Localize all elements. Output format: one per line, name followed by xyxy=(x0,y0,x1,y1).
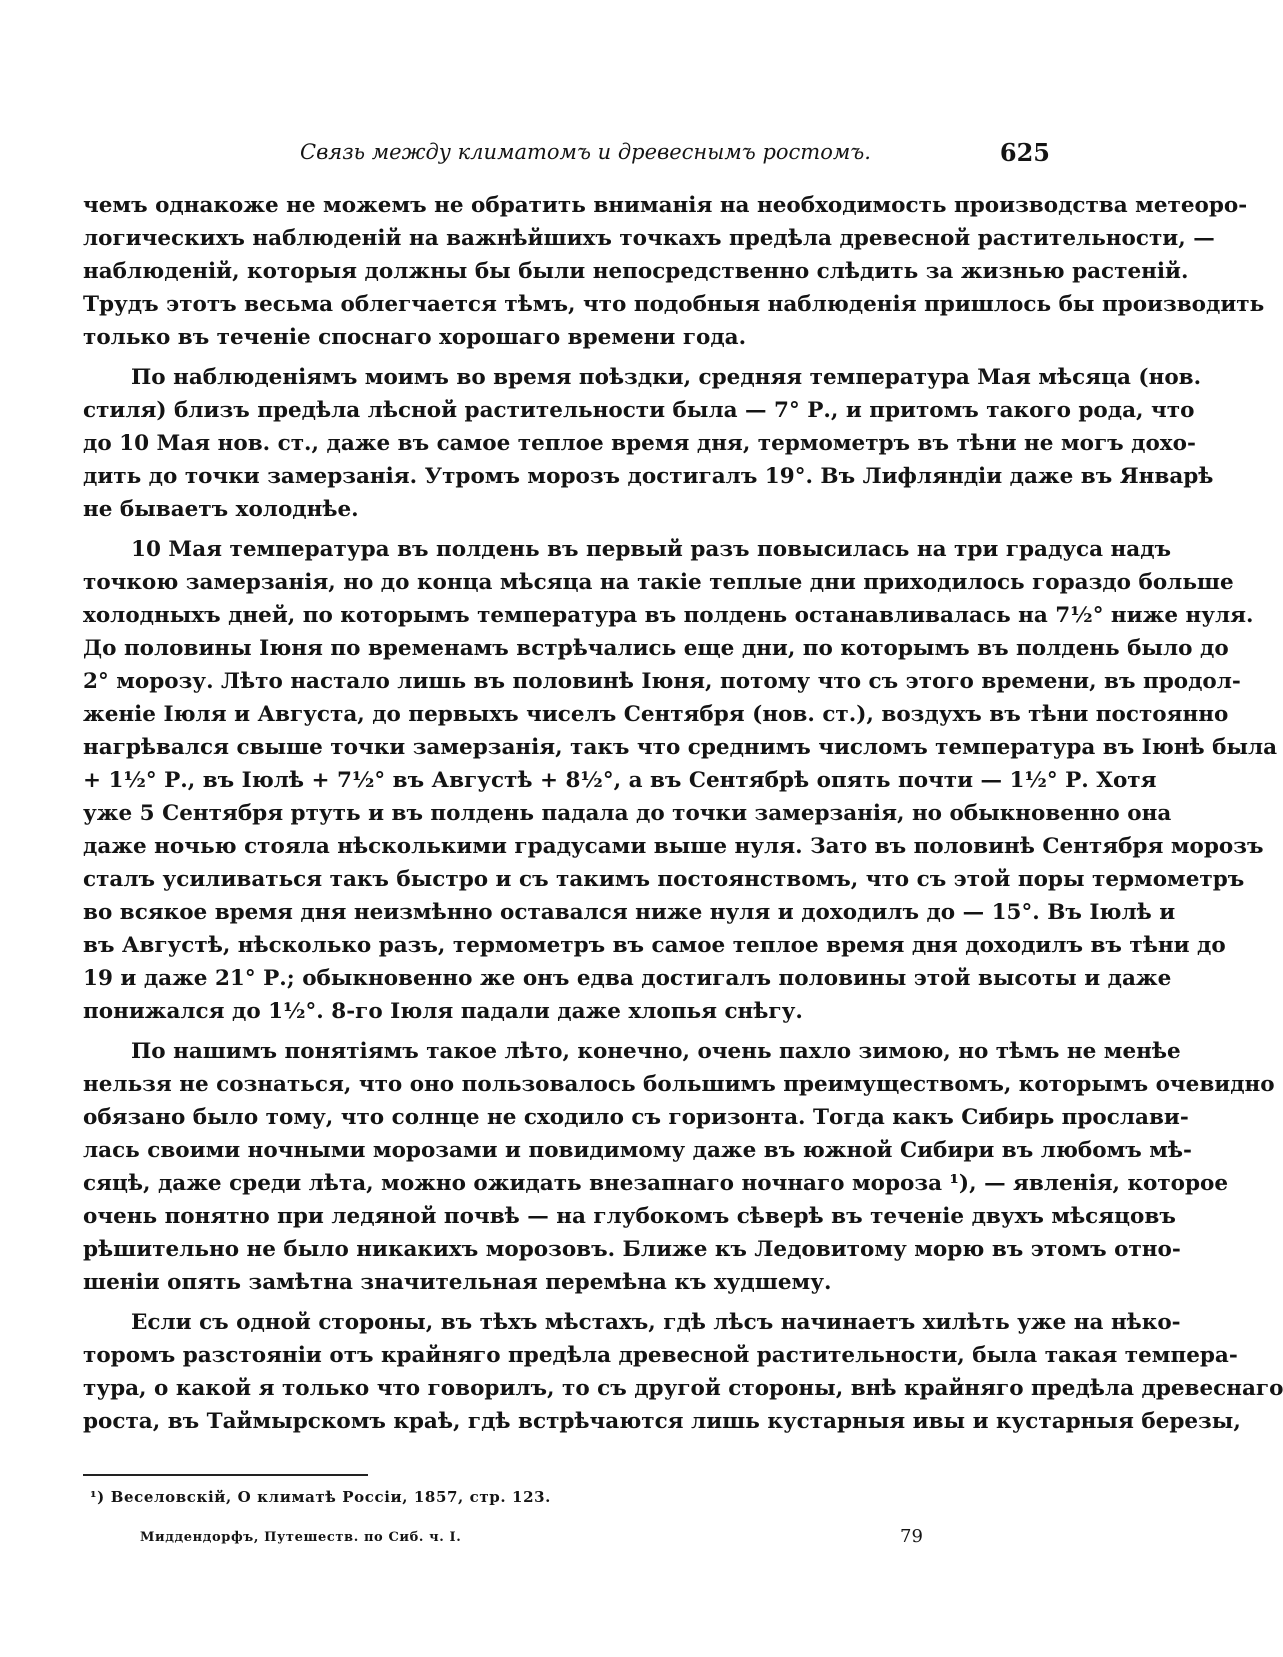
text-line: шеніи опять замѣтна значительная перемѣна къ худшему. xyxy=(83,1270,832,1295)
text-line: По нашимъ понятіямъ такое лѣто, конечно, очень пахло зимою, но тѣмъ не менѣе xyxy=(131,1039,1181,1064)
sheet-number: 79 xyxy=(900,1526,923,1547)
text-line: нагрѣвался свыше точки замерзанія, такъ что среднимъ числомъ температура въ Іюнѣ была xyxy=(83,735,1278,760)
text-line: нельзя не сознаться, что оно пользовалось большимъ преимуществомъ, которымъ очевидно xyxy=(83,1072,1275,1097)
text-line: роста, въ Таймырскомъ краѣ, гдѣ встрѣчаются лишь кустарныя ивы и кустарныя березы, xyxy=(83,1409,1241,1434)
text-line: обязано было тому, что солнце не сходило съ горизонта. Тогда какъ Сибирь прослави- xyxy=(83,1105,1189,1130)
footnote: ¹) Веселовскій, О климатѣ Россіи, 1857, стр. 123. xyxy=(90,1488,551,1506)
text-line: до 10 Мая нов. ст., даже въ самое теплое время дня, термометръ въ тѣни не могъ дохо- xyxy=(83,431,1196,456)
footnote-divider xyxy=(83,1474,368,1476)
text-line: рѣшительно не было никакихъ морозовъ. Ближе къ Ледовитому морю въ этомъ отно- xyxy=(83,1237,1181,1262)
text-line: чемъ однакоже не можемъ не обратить вниманія на необходимость производства метеоро- xyxy=(83,193,1248,218)
text-line: По наблюденіямъ моимъ во время поѣздки, средняя температура Мая мѣсяца (нов. xyxy=(131,365,1202,390)
text-line: тура, о какой я только что говорилъ, то съ другой стороны, внѣ крайняго предѣла древеснаго xyxy=(83,1376,1283,1401)
text-line: стиля) близъ предѣла лѣсной растительности была — 7° Р., и притомъ такого рода, что xyxy=(83,398,1195,423)
text-line: не бываетъ холоднѣе. xyxy=(83,497,359,522)
text-line: логическихъ наблюденій на важнѣйшихъ точкахъ предѣла древесной растительности, — xyxy=(83,226,1215,251)
page-number: 625 xyxy=(999,138,1050,167)
text-line: Если съ одной стороны, въ тѣхъ мѣстахъ, гдѣ лѣсъ начинаетъ хилѣть уже на нѣко- xyxy=(131,1310,1181,1335)
text-line: Трудъ этотъ весьма облегчается тѣмъ, что подобныя наблюденія пришлось бы производить xyxy=(83,292,1265,317)
paragraph xyxy=(83,361,1214,526)
text-line: + 1½° Р., въ Іюлѣ + 7½° въ Августѣ + 8½°, а въ Сентябрѣ опять почти — 1½° Р. Хотя xyxy=(83,768,1157,793)
paragraph xyxy=(83,533,1278,1028)
paragraph xyxy=(83,1035,1275,1299)
text-line: точкою замерзанія, но до конца мѣсяца на такіе теплые дни приходилось гораздо больше xyxy=(83,570,1234,595)
text-line: только въ теченіе споснаго хорошаго времени года. xyxy=(83,325,747,350)
paragraph xyxy=(83,1306,1283,1438)
text-line: лась своими ночными морозами и повидимому даже въ южной Сибири въ любомъ мѣ- xyxy=(83,1138,1192,1163)
text-line: даже ночью стояла нѣсколькими градусами выше нуля. Зато въ половинѣ Сентября морозъ xyxy=(83,834,1264,859)
text-line: женіе Іюля и Августа, до первыхъ чиселъ Сентября (нов. ст.), воздухъ въ тѣни постоянно xyxy=(83,702,1229,727)
text-line: холодныхъ дней, по которымъ температура въ полдень останавливалась на 7½° ниже нуля. xyxy=(83,603,1254,628)
text-line: очень понятно при ледяной почвѣ — на глубокомъ сѣверѣ въ теченіе двухъ мѣсяцовъ xyxy=(83,1204,1176,1229)
text-line: дить до точки замерзанія. Утромъ морозъ достигалъ 19°. Въ Лифляндіи даже въ Январѣ xyxy=(83,464,1214,489)
text-line: въ Августѣ, нѣсколько разъ, термометръ въ самое теплое время дня доходилъ въ тѣни до xyxy=(83,933,1226,958)
text-line: 10 Мая температура въ полдень въ первый разъ повысилась на три градуса надъ xyxy=(131,537,1172,562)
text-line: До половины Іюня по временамъ встрѣчались еще дни, по которымъ въ полдень было до xyxy=(83,636,1229,661)
text-line: понижался до 1½°. 8-го Іюля падали даже хлопья снѣгу. xyxy=(83,999,803,1024)
text-line: уже 5 Сентября ртуть и въ полдень падала до точки замерзанія, но обыкновенно она xyxy=(83,801,1172,826)
text-line: сталъ усиливаться такъ быстро и съ такимъ постоянствомъ, что съ этой поры термометръ xyxy=(83,867,1245,892)
text-line: торомъ разстояніи отъ крайняго предѣла древесной растительности, была такая темпера- xyxy=(83,1343,1238,1368)
printer-signature: Миддендорфъ, Путешеств. по Сиб. ч. I. xyxy=(140,1530,462,1545)
running-title: Связь между климатомъ и древеснымъ ростомъ. xyxy=(300,140,871,164)
text-line: наблюденій, которыя должны бы были непосредственно слѣдить за жизнью растеній. xyxy=(83,259,1189,284)
text-line: 2° морозу. Лѣто настало лишь въ половинѣ Іюня, потому что съ этого времени, въ продол- xyxy=(83,669,1241,694)
text-line: сяцѣ, даже среди лѣта, можно ожидать внезапнаго ночнаго мороза ¹), — явленія, которое xyxy=(83,1171,1229,1196)
body-text xyxy=(83,189,1283,1445)
paragraph xyxy=(83,189,1265,354)
text-line: во всякое время дня неизмѣнно оставался ниже нуля и доходилъ до — 15°. Въ Іюлѣ и xyxy=(83,900,1176,925)
text-line: 19 и даже 21° Р.; обыкновенно же онъ едва достигалъ половины этой высоты и даже xyxy=(83,966,1172,991)
